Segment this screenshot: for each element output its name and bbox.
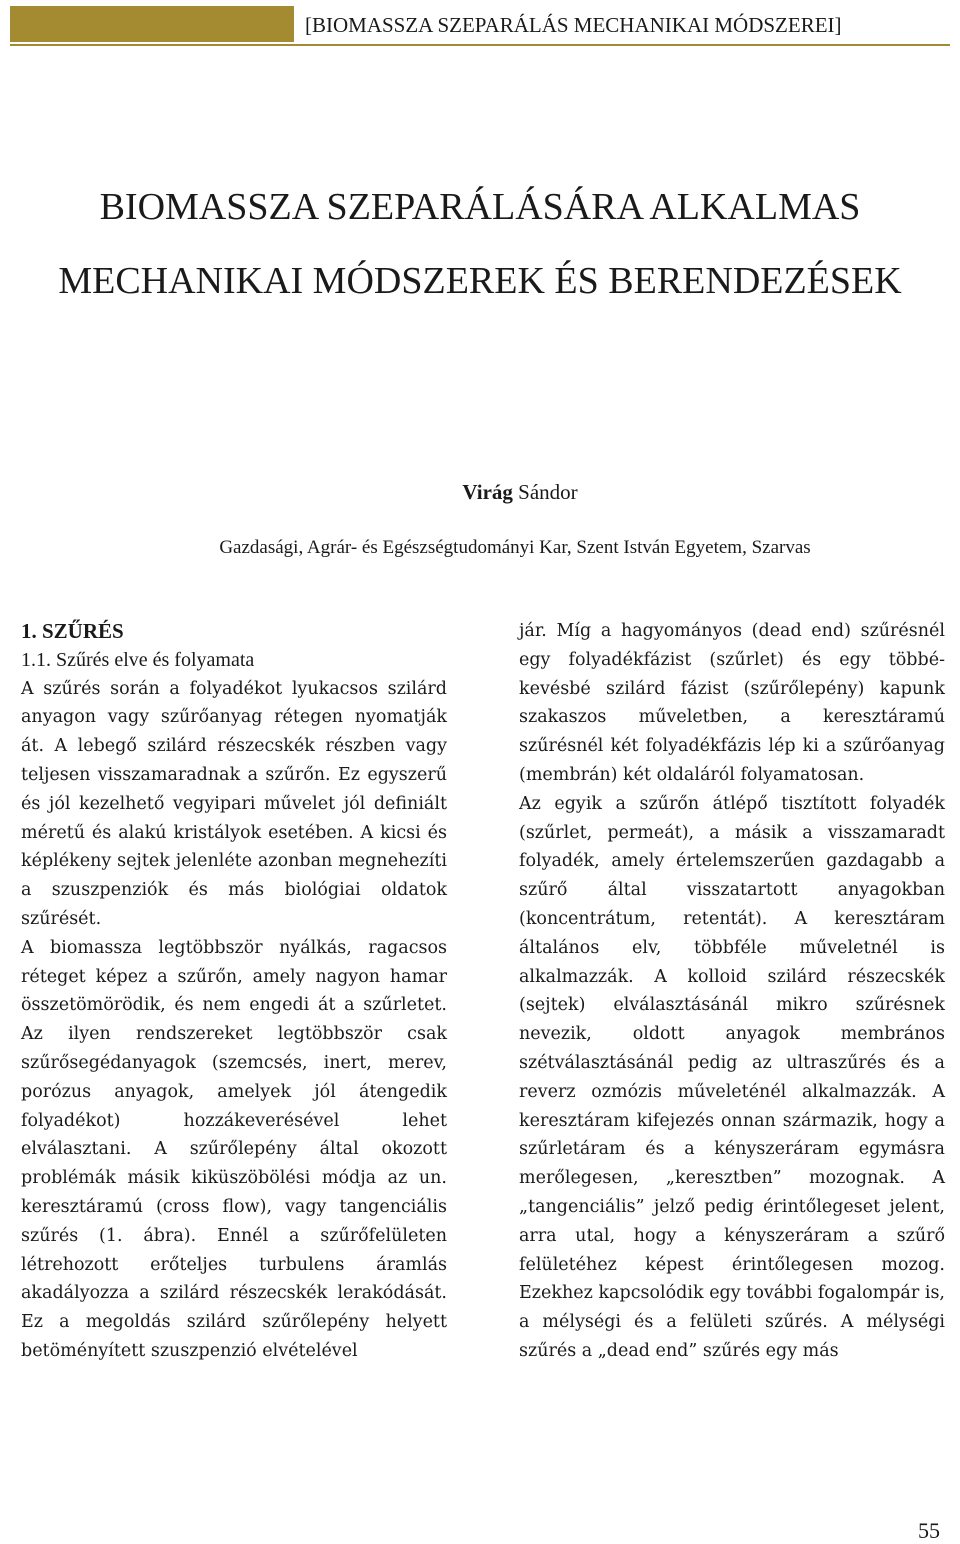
paragraph: A biomassza legtöbbször nyálkás, ragacsos réteget képez a szűrőn, amely nagyon hamar összetömörödik, és nem engedi át a szűrletet. Az ilyen rendszereket legtöbbször csak szűrősegédanyagok (szemcsés, inert, merev, porózus anyagok, amelyek jól átengedik folyadékot) hozzákeverésével lehet elválasztani. A szűrőlepény által okozott problémák másik kiküszöbölési módja az un. keresztáramú (cross flow), vagy tangenciális szűrés (1. ábra). Ennél a szűrőfelületen létrehozott erőteljes turbulens áramlás akadályozza a szilárd részecskék lerakódását. Ez a megoldás szilárd szűrőlepény helyett betöményített szuszpenzió elvételével bbox=[21, 937, 447, 1361]
author-given-name: Sándor bbox=[518, 480, 578, 504]
author bbox=[0, 478, 960, 506]
header-accent-block bbox=[10, 6, 294, 42]
paragraph: Az egyik a szűrőn átlépő tisztított folyadék (szűrlet, permeát), a másik a visszamaradt folyadék, amely értelemszerűen gazdagabb a szűrő által visszatartott anyagokban (koncentrátum, retentát). A keresztáram általános elv, többféle műveletnél is alkalmazzák. A kolloid szilárd részecskék (sejtek) elválasztásánál mikro szűrésnek nevezik, oldott anyagok membrános szétválasztásánál pedig az ultraszűrés és a reverz ozmózis műveleténél alkalmazzák. A keresztáram kifejezés onnan származik, hogy a szűrletáram és a kényszeráram egymásra merőlegesen, „keresztben” mozognak. A „tangenciális” jelző pedig érintőlegeset jelent, arra utal, hogy a kényszeráram a szűrő felületéhez képest érintőlegesen mozog. Ezekhez kapcsolódik egy további fogalompár is, a mélységi és a felületi szűrés. A mélységi szűrés a „dead end” szűrés egy más bbox=[519, 793, 945, 1361]
title-line-1: BIOMASSZA SZEPARÁLÁSÁRA ALKALMAS bbox=[99, 186, 861, 228]
page-header bbox=[0, 0, 960, 48]
page-number: 55 bbox=[918, 1518, 940, 1543]
section-heading: 1. SZŰRÉS bbox=[21, 619, 124, 643]
author-family-name: Virág bbox=[462, 480, 513, 504]
title-line-2: MECHANIKAI MÓDSZEREK ÉS BERENDEZÉSEK bbox=[58, 260, 902, 302]
paragraph: A szűrés során a folyadékot lyukacsos szilárd anyagon vagy szűrőanyag rétegen nyomatják át. A lebegő szilárd részecskék részben vagy teljesen visszamaradnak a szűrőn. Ez egyszerű és jól kezelhető vegyipari művelet jól definiált méretű és alakú kristályok esetében. A kicsi és képlékeny sejtek jelenléte azonban megnehezíti a szuszpenziók és más biológiai oldatok szűrését. bbox=[21, 678, 447, 929]
affiliation: Gazdasági, Agrár- és Egészségtudományi Kar, Szent István Egyetem, Szarvas bbox=[219, 537, 811, 558]
subsection-heading: 1.1. Szűrés elve és folyamata bbox=[21, 648, 255, 671]
header-rule bbox=[10, 44, 950, 46]
left-column bbox=[21, 617, 447, 1366]
running-head: [BIOMASSZA SZEPARÁLÁS MECHANIKAI MÓDSZEREI] bbox=[305, 13, 842, 37]
right-column bbox=[519, 617, 945, 1366]
article-title bbox=[0, 170, 960, 318]
paragraph: jár. Míg a hagyományos (dead end) szűrésnél egy folyadékfázist (szűrlet) és egy többé-kevésbé szilárd fázist (szűrőlepény) kapunk szakaszos műveletben, a keresztáramú szűrésnél két folyadékfázis lép ki a szűrőanyag (membrán) két oldaláról folyamatosan. bbox=[519, 621, 945, 785]
